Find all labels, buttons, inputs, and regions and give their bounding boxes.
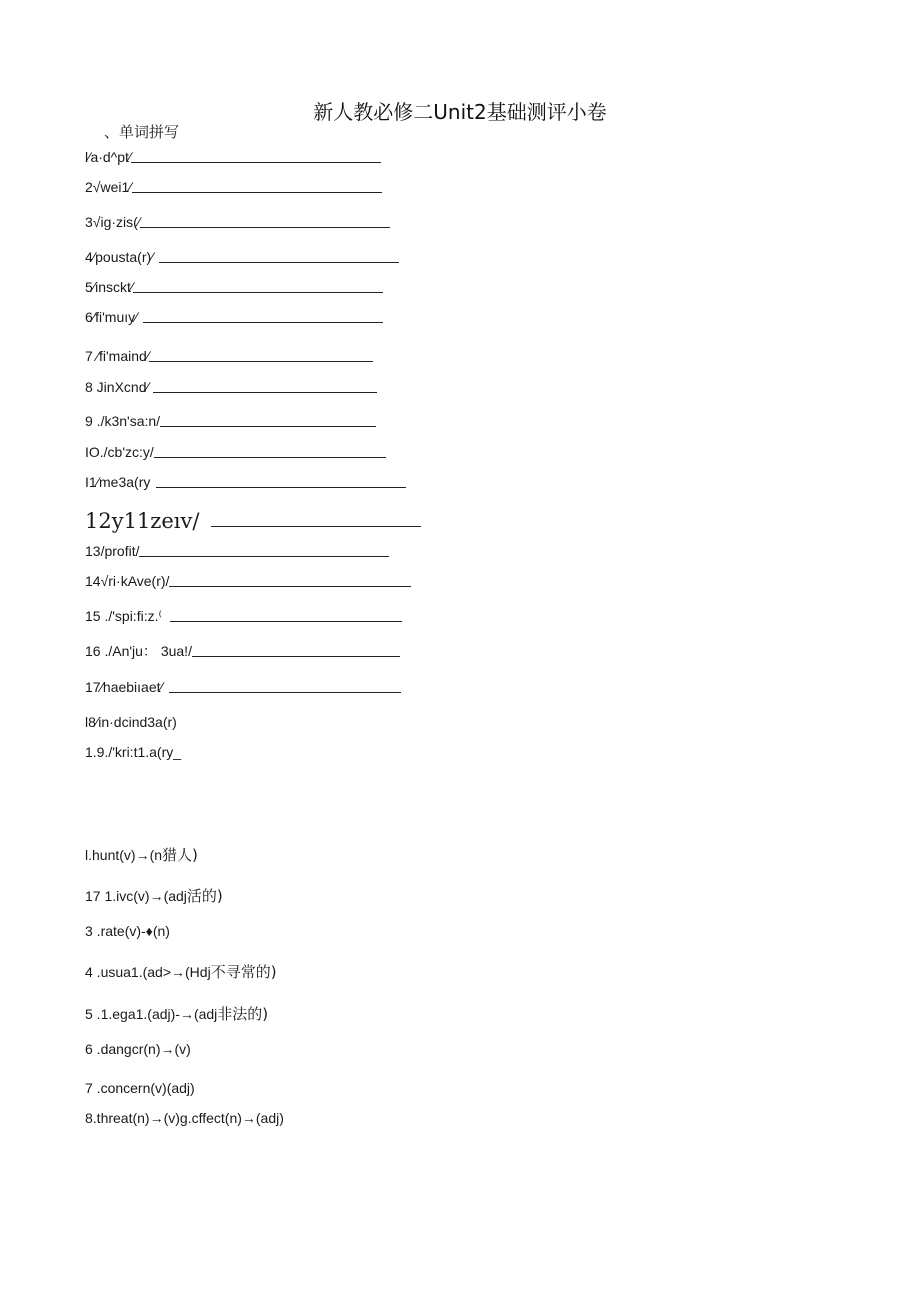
word-form-item: [85, 1005, 268, 1023]
word-form-text: 8.threat(n)→(v)g.cffect(n)→(adj): [85, 1110, 284, 1126]
answer-blank[interactable]: [169, 585, 411, 587]
word-form-item: [85, 887, 223, 905]
item-phonetic: 4∕pousta(r)∕: [85, 249, 154, 265]
item-phonetic: 17∕haebiıaet∕: [85, 679, 163, 695]
spelling-item: [85, 712, 177, 732]
item-phonetic: IO./cb'zc:y/: [85, 444, 154, 460]
spelling-item: [85, 346, 373, 366]
spelling-item: [85, 677, 401, 697]
word-form-text: 3 .rate(v)-♦(n): [85, 923, 170, 939]
answer-blank[interactable]: [192, 655, 400, 657]
word-form-hint: 猎人): [162, 846, 198, 864]
answer-blank[interactable]: [131, 161, 381, 163]
item-phonetic: 12y11zeıv/: [85, 509, 200, 533]
answer-blank[interactable]: [211, 525, 421, 527]
spelling-item: [85, 472, 406, 492]
answer-blank[interactable]: [156, 486, 406, 488]
answer-blank[interactable]: [153, 391, 377, 393]
word-form-item: [85, 1079, 195, 1097]
answer-blank[interactable]: [169, 691, 401, 693]
word-form-item: [85, 1109, 284, 1127]
spelling-item: [85, 571, 411, 591]
spelling-item: [85, 147, 381, 167]
item-phonetic: 13/profit/: [85, 543, 140, 559]
word-form-text: 6 .dangcr(n)→(v): [85, 1041, 191, 1057]
answer-blank[interactable]: [143, 321, 383, 323]
item-phonetic: 6∕fi'muıy∕: [85, 309, 138, 325]
answer-blank[interactable]: [139, 555, 389, 557]
word-form-text: 5 .1.ega1.(adj)-→(adj: [85, 1006, 218, 1022]
spelling-item: [85, 247, 399, 267]
answer-blank[interactable]: [133, 291, 383, 293]
word-form-text: 4 .usua1.(ad>→(Hdj: [85, 964, 211, 980]
word-form-text: 17 1.ivc(v)→(adj: [85, 888, 187, 904]
item-phonetic: 16 ./An'ju： 3ua!/: [85, 643, 192, 659]
word-form-hint: 非法的): [217, 1005, 269, 1023]
answer-blank[interactable]: [149, 360, 373, 362]
spelling-item: [85, 411, 376, 431]
spelling-item: [85, 277, 383, 297]
item-phonetic: 15 ./'spi:fi:z.⁽: [85, 608, 162, 624]
word-form-text: 7 .concern(v)(adj): [85, 1080, 195, 1096]
spelling-item: [85, 442, 386, 462]
word-form-item: [85, 846, 198, 864]
spelling-item: [85, 212, 390, 232]
spelling-item: [85, 177, 382, 197]
spelling-item: [85, 377, 377, 397]
spelling-item: [85, 307, 383, 327]
answer-blank[interactable]: [170, 620, 402, 622]
word-form-item: [85, 963, 277, 981]
item-phonetic: 1.9./'kri:t1.a(ry_: [85, 744, 182, 760]
item-phonetic: l∕a·d^pt∕: [85, 149, 132, 165]
item-phonetic: I1∕me3a(ry: [85, 474, 151, 490]
spelling-item: [85, 541, 389, 561]
spelling-item: [85, 503, 421, 531]
answer-blank[interactable]: [140, 226, 390, 228]
item-phonetic: 8 JinXcnd∕: [85, 379, 149, 395]
answer-blank[interactable]: [132, 191, 382, 193]
spelling-item: [85, 742, 181, 762]
item-phonetic: 3√ig·zis(∕: [85, 214, 141, 230]
answer-blank[interactable]: [159, 261, 399, 263]
item-phonetic: 9 ./k3n'sa:n/: [85, 413, 161, 429]
item-phonetic: 14√ri·kAve(r)/: [85, 573, 170, 589]
word-form-text: l.hunt(v)→(n: [85, 847, 163, 863]
item-phonetic: l8∕in·dcind3a(r): [85, 714, 177, 730]
item-phonetic: 5∕insckt∕: [85, 279, 134, 295]
section-heading-spelling: 、单词拼写: [104, 123, 180, 141]
spelling-item: [85, 606, 402, 626]
item-phonetic: 7 ∕fi'maind∕: [85, 348, 150, 364]
answer-blank[interactable]: [154, 456, 386, 458]
page-title: 新人教必修二Unit2基础测评小卷: [313, 100, 607, 124]
word-form-hint: 活的): [186, 887, 223, 905]
answer-blank[interactable]: [160, 425, 376, 427]
word-form-hint: 不寻常的): [210, 963, 277, 981]
spelling-item: [85, 641, 400, 661]
word-form-item: [85, 1040, 191, 1058]
word-form-item: [85, 922, 170, 940]
item-phonetic: 2√wei1∕: [85, 179, 132, 195]
